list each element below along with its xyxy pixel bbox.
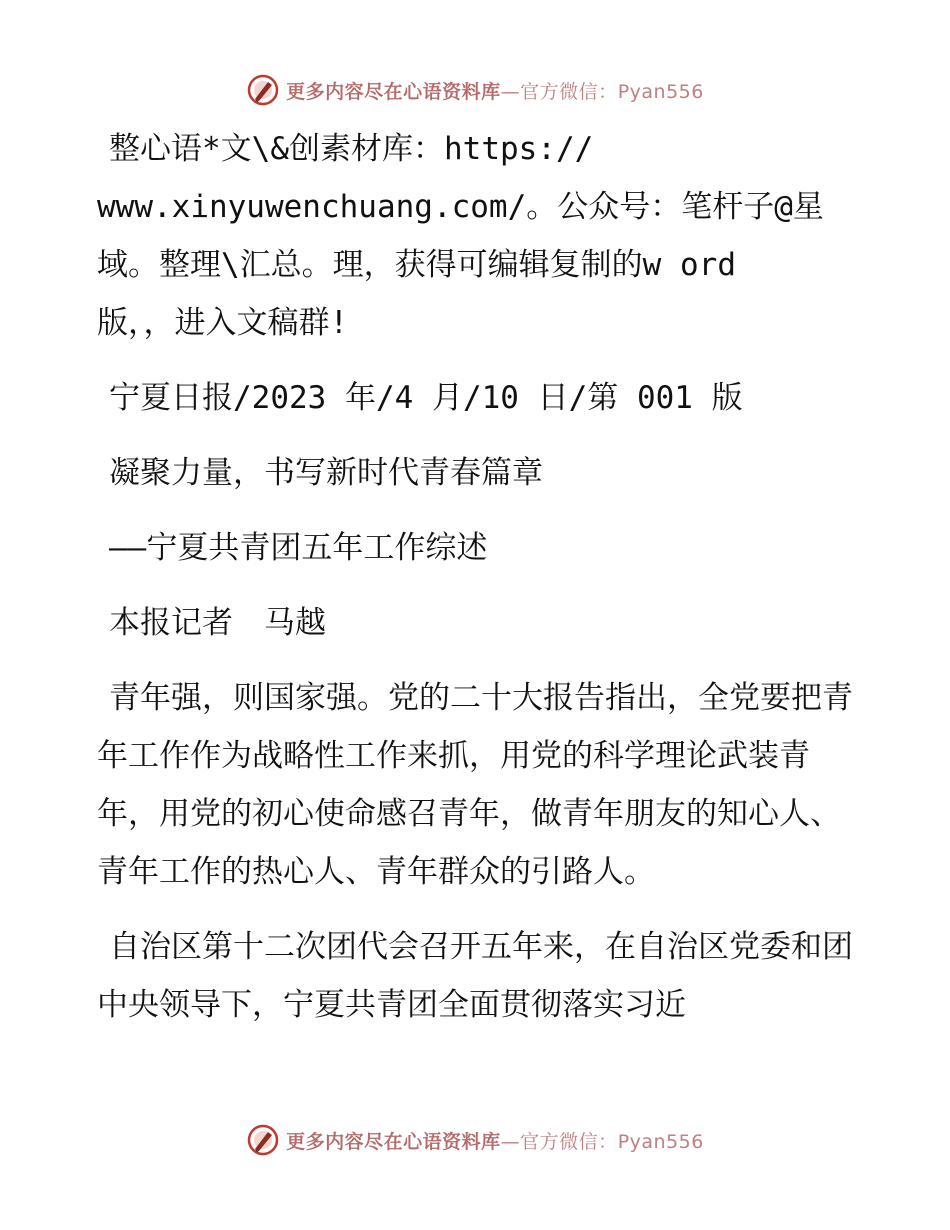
paragraph-2: 自治区第十二次团代会召开五年来，在自治区党委和团中央领导下，宁夏共青团全面贯彻落实习近 — [97, 929, 853, 1023]
paragraph-1: 青年强，则国家强。党的二十大报告指出，全党要把青年工作作为战略性工作来抓，用党的科学理论武装青年，用党的初心使命感召青年，做青年朋友的知心人、青年工作的热心人、青年群众的引路人。 — [97, 680, 853, 890]
banner-brand: 更多内容尽在心语资料库 — [286, 1130, 501, 1153]
notice-line-3: 域。整理\汇总。理，获得可编辑复制的w ord — [97, 247, 736, 283]
footer-watermark-banner — [0, 1120, 950, 1160]
banner-separator: — — [500, 80, 521, 103]
byline: 本报记者 马越 — [109, 605, 326, 641]
source-line: 宁夏日报/2023 年/4 月/10 日/第 001 版 — [109, 380, 743, 416]
pen-logo-icon — [246, 73, 280, 107]
notice-line-4: 版，，进入文稿群! — [97, 305, 349, 341]
header-watermark-banner — [0, 70, 950, 110]
notice-line-2: www.xinyuwenchuang.com/。公众号：笔杆子@星 — [97, 189, 824, 225]
pen-logo-icon — [246, 1123, 280, 1157]
article-subtitle: ——宁夏共青团五年工作综述 — [109, 530, 488, 566]
article-title: 凝聚力量，书写新时代青春篇章 — [109, 455, 543, 491]
banner-separator: — — [500, 1130, 521, 1153]
notice-line-1: 整心语*文\&创素材库：https:// — [109, 131, 594, 167]
document-body — [97, 120, 857, 1051]
notice-paragraph — [97, 120, 857, 352]
banner-wechat-id: Pyan556 — [617, 80, 704, 103]
banner-wechat-label: 官方微信： — [520, 1130, 618, 1153]
banner-brand: 更多内容尽在心语资料库 — [286, 80, 501, 103]
banner-wechat-id: Pyan556 — [617, 1130, 704, 1153]
banner-wechat-label: 官方微信： — [520, 80, 618, 103]
